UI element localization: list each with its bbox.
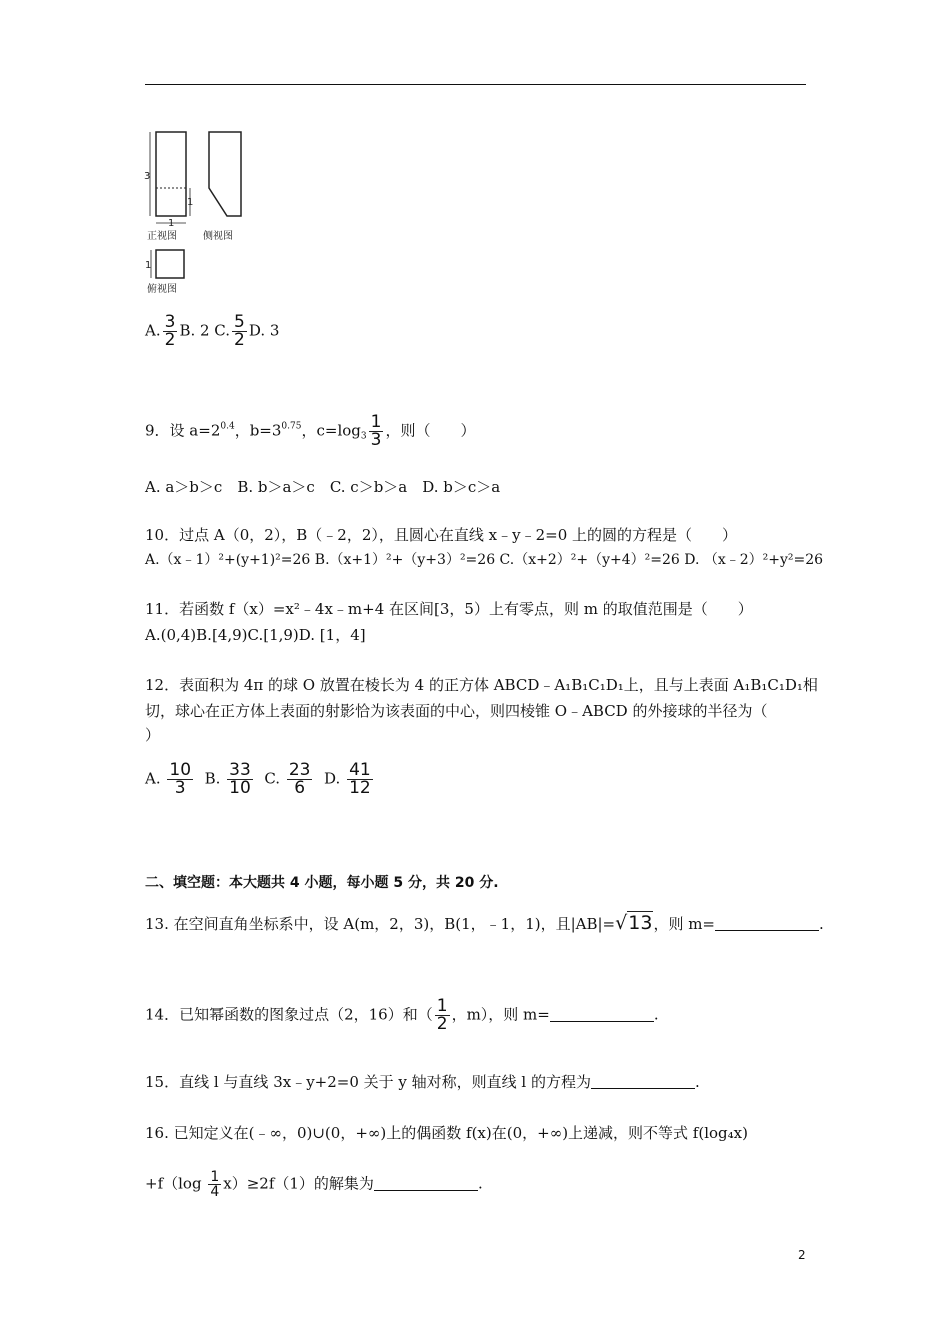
q9-frac: $\frac{1}{3}$ <box>370 412 382 450</box>
dim-width-label: 1 <box>168 218 175 229</box>
q16-line2: +f（log $\frac{1}{4}$ x）≥2f（1）的解集为 . <box>145 1169 483 1200</box>
side-view-shape <box>209 132 241 216</box>
q11-options: A.(0,4)B.[4,9)C.[1,9)D. [1，4] <box>145 626 366 644</box>
q10-stem: 10．过点 A（0，2），B（﹣2，2），且圆心在直线 x﹣y﹣2=0 上的圆的方程是（ ） <box>145 526 738 544</box>
q11-stem: 11．若函数 f（x）=x²﹣4x﹣m+4 在区间[3，5）上有零点，则 m 的取值范围是（ ） <box>145 600 753 618</box>
q14-answer-blank[interactable] <box>550 1007 654 1022</box>
dim-top-label: 1 <box>145 260 152 271</box>
front-view-rect <box>156 132 186 216</box>
q12-line1: 12．表面积为 4π 的球 O 放置在棱长为 4 的正方体 ABCD﹣A₁B₁C₁D₁上，且与上表面 A₁B₁C₁D₁相 <box>145 676 818 694</box>
q16-line1: 16. 已知定义在(﹣∞，0)∪(0，+∞)上的偶函数 f(x)在(0，+∞)上递减，则不等式 f(log₄x) <box>145 1124 748 1142</box>
top-view-label: 俯视图 <box>147 284 177 295</box>
q12-line3: ） <box>145 726 161 744</box>
q13-sqrt: √13 <box>615 912 653 934</box>
q8-frac-a: $\frac{3}{2}$ <box>164 312 176 350</box>
q8-options: A. $\frac{3}{2}$ B. 2 C. $\frac{5}{2}$ D. 3 <box>145 312 280 350</box>
q12-frac-c: $\frac{23}{6}$ <box>288 760 311 798</box>
dim-height-label: 3 <box>144 171 151 182</box>
q13-stem: 13. 在空间直角坐标系中，设 A(m，2，3)，B(1，﹣1，1)，且|AB|=√13，则 m= . <box>145 912 824 934</box>
page-number: 2 <box>798 1248 806 1262</box>
dim-small-label: 1 <box>187 197 194 208</box>
three-view-figure <box>143 126 248 296</box>
q14-frac: $\frac{1}{2}$ <box>436 996 448 1034</box>
q9-options: A. a＞b＞c B. b＞a＞c C. c＞b＞a D. b＞c＞a <box>145 478 501 496</box>
q8-frac-c: $\frac{5}{2}$ <box>234 312 245 350</box>
q15-stem: 15．直线 l 与直线 3x﹣y+2=0 关于 y 轴对称，则直线 l 的方程为 . <box>145 1073 700 1091</box>
q9-stem: 9．设 $a=2^{0.4}$，$b=3^{0.75}$，$c=\log_3$ $\frac{1}{3}$ ，则（ ） <box>145 412 476 450</box>
section2-heading: 二、填空题：本大题共 4 小题，每小题 5 分，共 20 分. <box>145 875 499 891</box>
front-view-label: 正视图 <box>147 231 177 242</box>
q13-answer-blank[interactable] <box>715 916 819 931</box>
q12-line2: 切，球心在正方体上表面的射影恰为该表面的中心，则四棱锥 O﹣ABCD 的外接球的半径为（ <box>145 702 768 720</box>
q14-stem: 14．已知幂函数的图象过点（2，16）和（ $\frac{1}{2}$ ，m），则 m= . <box>145 996 659 1034</box>
q12-options: A. $\frac{10}{3}$ B. $\frac{33}{10}$ C. $\frac{23}{6}$ D. $\frac{41}{12}$ <box>145 760 371 798</box>
header-rule <box>145 84 806 85</box>
side-view-label: 侧视图 <box>203 231 233 242</box>
q15-answer-blank[interactable] <box>591 1074 695 1089</box>
q12-frac-a: $\frac{10}{3}$ <box>169 760 192 798</box>
q10-options: A.（x﹣1）²+(y+1)²=26 B.（x+1）²+（y+3）²=26 C.（x+2）²+（y+4）²=26 D. （x﹣2）²+y²=26 <box>145 552 824 568</box>
q12-frac-b: $\frac{33}{10}$ <box>229 760 251 798</box>
q12-frac-d: $\frac{41}{12}$ <box>349 760 371 798</box>
top-view-rect <box>156 250 184 278</box>
q16-frac: $\frac{1}{4}$ <box>210 1169 220 1200</box>
q16-answer-blank[interactable] <box>374 1176 478 1191</box>
